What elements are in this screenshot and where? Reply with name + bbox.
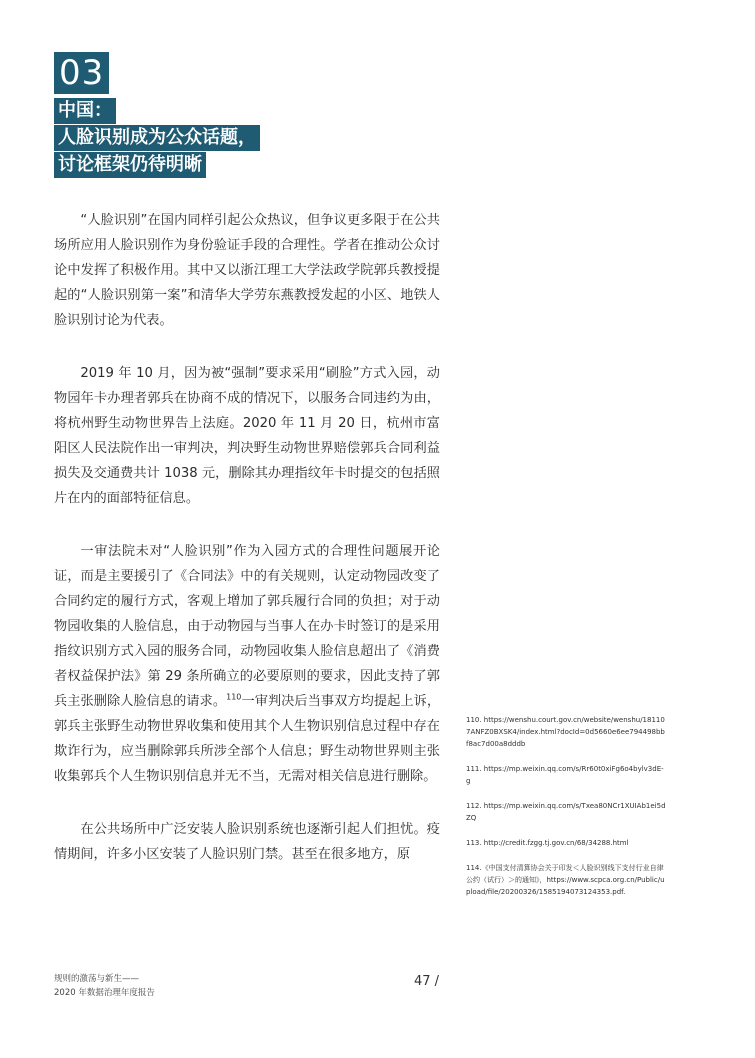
footnote-item: 110. https://wenshu.court.gov.cn/website/wenshu/181107ANFZ0BXSK4/index.html?docId=0d5660e6ee794498bbf8ac7d00a8dddb xyxy=(466,716,665,748)
footnote-item: 112. https://mp.weixin.qq.com/s/Txea80NCr1XUIAb1ei5dZQ xyxy=(466,802,666,822)
footer-report-title xyxy=(54,972,155,1000)
paragraph: 在公共场所中广泛安装人脸识别系统也逐渐引起人们担忧。疫情期间，许多小区安装了人脸识别门禁。甚至在很多地方，原 xyxy=(54,822,440,862)
footer-line: 2020 年数据治理年度报告 xyxy=(54,988,155,998)
paragraph: 2019 年 10 月，因为被“强制”要求采用“刷脸”方式入园，动物园年卡办理者郭兵在协商不成的情况下，以服务合同违约为由，将杭州野生动物世界告上法庭。2020 年 11 月 20 日，杭州市富阳区人民法院作出一审判决，判决野生动物世界赔偿郭兵合同利益损失及交通费共计 1038 元，删除其办理指纹年卡时提交的包括照片在内的面部特征信息。 xyxy=(54,366,440,506)
section-title-line: 中国： xyxy=(54,98,116,124)
body-text xyxy=(54,208,440,895)
paragraph: “人脸识别”在国内同样引起公众热议，但争议更多限于在公共场所应用人脸识别作为身份验证手段的合理性。学者在推动公众讨论中发挥了积极作用。其中又以浙江理工大学法政学院郭兵教授提起的“人脸识别第一案”和清华大学劳东燕教授发起的小区、地铁人脸识别讨论为代表。 xyxy=(54,213,440,328)
section-title xyxy=(54,98,260,179)
section-number: 03 xyxy=(54,52,109,94)
paragraph xyxy=(54,539,440,789)
footnote-item: 114.《中国支付清算协会关于印发＜人脸识别线下支付行业自律公约（试行）＞的通知》，https://www.scpca.org.cn/Public/upload/file/20200326/1585194073124353.pdf. xyxy=(466,864,665,896)
footer-line: 规则的激荡与新生—— xyxy=(54,974,140,984)
section-title-line: 讨论框架仍待明晰 xyxy=(54,152,206,178)
footnote-item: 113. http://credit.fzgg.tj.gov.cn/68/34288.html xyxy=(466,839,629,847)
footnote-item: 111. https://mp.weixin.qq.com/s/Rr60t0xiFg6o4bylv3dE-g xyxy=(466,765,664,785)
footnote-reference[interactable]: 110 xyxy=(226,692,242,702)
page-number: 47 / xyxy=(414,974,440,989)
paragraph-text: 一审法院未对“人脸识别”作为入园方式的合理性问题展开论证，而是主要援引了《合同法》中的有关规则，认定动物园改变了合同约定的履行方式，客观上增加了郭兵履行合同的负担；对于动物园收集的人脸信息，由于动物园与当事人在办卡时签订的是采用指纹识别方式入园的服务合同，动物园收集人脸信息超出了《消费者权益保护法》第 29 条所确立的必要原则的要求，因此支持了郭兵主张删除人脸信息的请求。 xyxy=(54,544,440,709)
paragraph-text: 一审判决后当事双方均提起上诉，郭兵主张野生动物世界收集和使用其个人生物识别信息过程中存在欺诈行为，应当删除郭兵所涉全部个人信息；野生动物世界则主张收集郭兵个人生物识别信息并无不当，无需对相关信息进行删除。 xyxy=(54,694,441,784)
footnotes xyxy=(466,714,666,911)
section-title-line: 人脸识别成为公众话题， xyxy=(54,125,260,151)
